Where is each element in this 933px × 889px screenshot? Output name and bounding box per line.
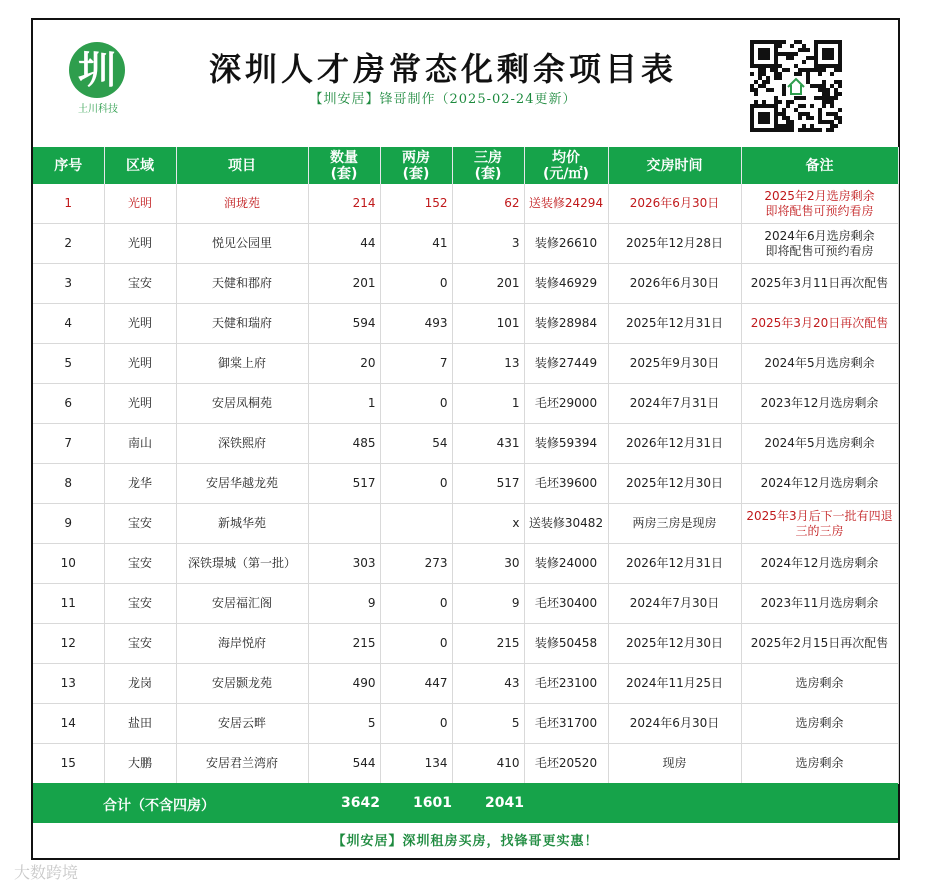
cell-price: 装修46929 [524, 264, 608, 304]
cell-qty: 215 [308, 624, 380, 664]
cell-two: 447 [380, 664, 452, 704]
header [33, 20, 898, 147]
table-row [33, 704, 898, 744]
cell-no: 3 [33, 264, 104, 304]
table-row [33, 424, 898, 464]
cell-qty: 20 [308, 344, 380, 384]
cell-no: 15 [33, 744, 104, 784]
cell-handover: 2025年12月28日 [608, 224, 741, 264]
cell-no: 6 [33, 384, 104, 424]
cell-handover: 2026年6月30日 [608, 184, 741, 224]
cell-no: 2 [33, 224, 104, 264]
page-subtitle: 【圳安居】锋哥制作（2025-02-24更新） [309, 92, 577, 107]
column-header: 均价 (元/㎡) [524, 147, 608, 184]
logo-caption: 土川科技 [78, 104, 118, 115]
cell-area: 光明 [104, 344, 176, 384]
cell-no: 4 [33, 304, 104, 344]
cell-area: 南山 [104, 424, 176, 464]
cell-price: 装修59394 [524, 424, 608, 464]
column-header: 区域 [104, 147, 176, 184]
cell-area: 宝安 [104, 504, 176, 544]
cell-project: 安居华越龙苑 [176, 464, 308, 504]
cell-handover: 2026年12月31日 [608, 424, 741, 464]
cell-three: 9 [452, 584, 524, 624]
cell-two: 493 [380, 304, 452, 344]
table-row [33, 664, 898, 704]
cell-project: 安居君兰湾府 [176, 744, 308, 784]
cell-no: 1 [33, 184, 104, 224]
table-header-row [33, 147, 898, 184]
cell-three: 3 [452, 224, 524, 264]
cell-qty: 594 [308, 304, 380, 344]
cell-price: 装修50458 [524, 624, 608, 664]
cell-area: 盐田 [104, 704, 176, 744]
cell-no: 13 [33, 664, 104, 704]
table-row [33, 504, 898, 544]
qr-code-icon [750, 40, 842, 132]
cell-two: 0 [380, 264, 452, 304]
cell-three: x [452, 504, 524, 544]
cell-no: 11 [33, 584, 104, 624]
cell-two: 134 [380, 744, 452, 784]
table-row [33, 744, 898, 784]
column-header: 两房 (套) [380, 147, 452, 184]
cell-price: 毛坯39600 [524, 464, 608, 504]
total-three: 2041 [485, 795, 524, 811]
cell-note: 选房剩余 [741, 664, 898, 704]
cell-qty: 485 [308, 424, 380, 464]
column-header: 项目 [176, 147, 308, 184]
cell-area: 龙岗 [104, 664, 176, 704]
cell-project: 安居颢龙苑 [176, 664, 308, 704]
cell-project: 天健和瑞府 [176, 304, 308, 344]
cell-handover: 2025年12月30日 [608, 624, 741, 664]
cell-handover: 2024年7月31日 [608, 384, 741, 424]
cell-qty: 214 [308, 184, 380, 224]
cell-handover: 2024年11月25日 [608, 664, 741, 704]
cell-three: 13 [452, 344, 524, 384]
table-row [33, 264, 898, 304]
cell-area: 宝安 [104, 264, 176, 304]
cell-two: 273 [380, 544, 452, 584]
cell-price: 毛坯20520 [524, 744, 608, 784]
cell-three: 1 [452, 384, 524, 424]
cell-area: 大鹏 [104, 744, 176, 784]
cell-no: 12 [33, 624, 104, 664]
cell-qty: 544 [308, 744, 380, 784]
total-qty: 3642 [341, 795, 380, 811]
cell-project: 深铁璟城（第一批） [176, 544, 308, 584]
project-table [33, 147, 899, 784]
cell-handover: 2025年12月30日 [608, 464, 741, 504]
cell-price: 送装修24294 [524, 184, 608, 224]
cell-two: 0 [380, 584, 452, 624]
cell-area: 宝安 [104, 584, 176, 624]
cell-no: 5 [33, 344, 104, 384]
cell-handover: 2024年6月30日 [608, 704, 741, 744]
cell-price: 送装修30482 [524, 504, 608, 544]
table-row [33, 464, 898, 504]
cell-qty: 44 [308, 224, 380, 264]
cell-note: 2025年3月20日再次配售 [741, 304, 898, 344]
cell-note: 2024年12月选房剩余 [741, 544, 898, 584]
cell-project: 深铁熙府 [176, 424, 308, 464]
cell-project: 海岸悦府 [176, 624, 308, 664]
table-row [33, 304, 898, 344]
cell-two: 152 [380, 184, 452, 224]
cell-area: 光明 [104, 384, 176, 424]
cell-two: 0 [380, 704, 452, 744]
cell-handover: 2024年7月30日 [608, 584, 741, 624]
column-header: 三房 (套) [452, 147, 524, 184]
cell-three: 62 [452, 184, 524, 224]
cell-no: 7 [33, 424, 104, 464]
cell-note: 2023年11月选房剩余 [741, 584, 898, 624]
cell-price: 毛坯31700 [524, 704, 608, 744]
cell-qty: 490 [308, 664, 380, 704]
cell-price: 装修28984 [524, 304, 608, 344]
cell-three: 5 [452, 704, 524, 744]
cell-area: 龙华 [104, 464, 176, 504]
cell-price: 装修27449 [524, 344, 608, 384]
cell-no: 10 [33, 544, 104, 584]
cell-two: 54 [380, 424, 452, 464]
document-frame [31, 18, 900, 860]
page-title: 深圳人才房常态化剩余项目表 [208, 50, 677, 88]
footer-slogan: 【圳安居】深圳租房买房，找锋哥更实惠！ [332, 834, 599, 849]
table-row [33, 584, 898, 624]
cell-three: 43 [452, 664, 524, 704]
cell-price: 毛坯30400 [524, 584, 608, 624]
cell-price: 毛坯23100 [524, 664, 608, 704]
cell-handover: 2026年12月31日 [608, 544, 741, 584]
cell-project: 天健和郡府 [176, 264, 308, 304]
cell-note: 选房剩余 [741, 744, 898, 784]
cell-note: 2025年3月后下一批有四退 三的三房 [741, 504, 898, 544]
cell-price: 装修26610 [524, 224, 608, 264]
cell-qty: 9 [308, 584, 380, 624]
table-row [33, 624, 898, 664]
cell-area: 光明 [104, 304, 176, 344]
cell-three: 101 [452, 304, 524, 344]
cell-qty: 5 [308, 704, 380, 744]
cell-three: 431 [452, 424, 524, 464]
cell-project: 御棠上府 [176, 344, 308, 384]
cell-qty [308, 504, 380, 544]
total-two: 1601 [413, 795, 452, 811]
watermark: 大数跨境 [14, 863, 79, 882]
column-header: 交房时间 [608, 147, 741, 184]
cell-price: 毛坯29000 [524, 384, 608, 424]
table-row [33, 384, 898, 424]
table-row [33, 224, 898, 264]
column-header: 数量 (套) [308, 147, 380, 184]
cell-handover: 2025年9月30日 [608, 344, 741, 384]
cell-three: 517 [452, 464, 524, 504]
cell-handover: 现房 [608, 744, 741, 784]
cell-qty: 517 [308, 464, 380, 504]
cell-handover: 两房三房是现房 [608, 504, 741, 544]
cell-two: 0 [380, 384, 452, 424]
cell-project: 安居凤桐苑 [176, 384, 308, 424]
cell-area: 光明 [104, 224, 176, 264]
table-row [33, 344, 898, 384]
cell-three: 201 [452, 264, 524, 304]
cell-note: 2024年6月选房剩余 即将配售可预约看房 [741, 224, 898, 264]
cell-no: 14 [33, 704, 104, 744]
cell-two: 41 [380, 224, 452, 264]
cell-two: 0 [380, 624, 452, 664]
cell-qty: 303 [308, 544, 380, 584]
cell-project: 安居云畔 [176, 704, 308, 744]
total-row [33, 783, 898, 823]
total-label: 合计（不含四房） [103, 798, 215, 814]
cell-note: 2025年3月11日再次配售 [741, 264, 898, 304]
cell-price: 装修24000 [524, 544, 608, 584]
table-row [33, 184, 898, 224]
cell-two: 7 [380, 344, 452, 384]
cell-note: 选房剩余 [741, 704, 898, 744]
cell-project: 悦见公园里 [176, 224, 308, 264]
logo: 圳 [69, 42, 125, 98]
cell-two: 0 [380, 464, 452, 504]
cell-handover: 2026年6月30日 [608, 264, 741, 304]
cell-note: 2024年5月选房剩余 [741, 344, 898, 384]
cell-area: 宝安 [104, 624, 176, 664]
cell-note: 2024年12月选房剩余 [741, 464, 898, 504]
cell-note: 2023年12月选房剩余 [741, 384, 898, 424]
cell-note: 2025年2月15日再次配售 [741, 624, 898, 664]
cell-note: 2024年5月选房剩余 [741, 424, 898, 464]
cell-area: 光明 [104, 184, 176, 224]
cell-area: 宝安 [104, 544, 176, 584]
cell-note: 2025年2月选房剩余 即将配售可预约看房 [741, 184, 898, 224]
cell-handover: 2025年12月31日 [608, 304, 741, 344]
cell-no: 9 [33, 504, 104, 544]
cell-qty: 1 [308, 384, 380, 424]
cell-three: 215 [452, 624, 524, 664]
cell-qty: 201 [308, 264, 380, 304]
cell-three: 30 [452, 544, 524, 584]
cell-project: 润珑苑 [176, 184, 308, 224]
cell-no: 8 [33, 464, 104, 504]
cell-project: 新城华苑 [176, 504, 308, 544]
cell-two [380, 504, 452, 544]
cell-three: 410 [452, 744, 524, 784]
column-header: 序号 [33, 147, 104, 184]
table-row [33, 544, 898, 584]
cell-project: 安居福汇阁 [176, 584, 308, 624]
column-header: 备注 [741, 147, 898, 184]
